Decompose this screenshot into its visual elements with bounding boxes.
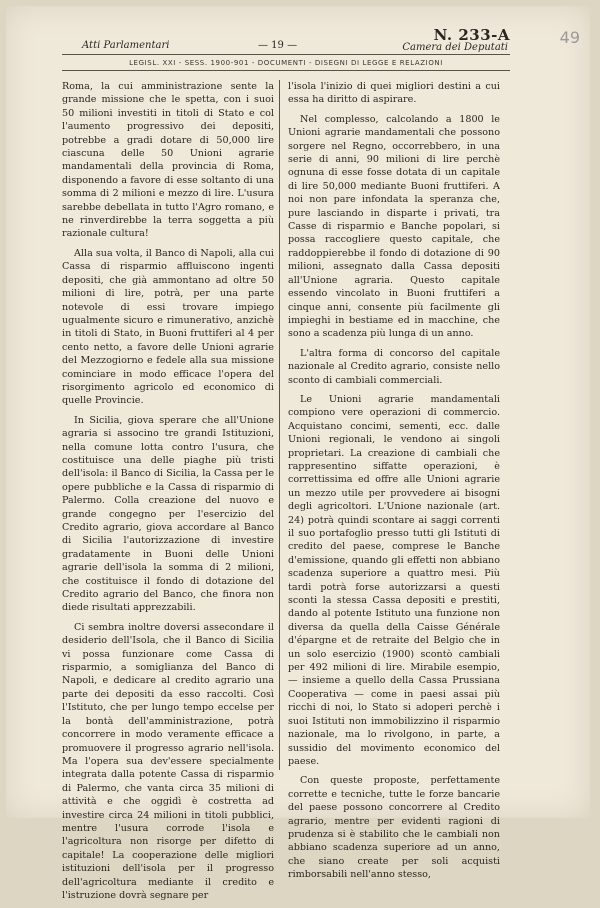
header-document-number: N. 233-A: [433, 26, 510, 44]
right-column: [288, 80, 500, 888]
right-paragraph-2: Nel complesso, calcolando a 1800 le Unioni agrarie mandamentali che possono sorgere nel Regno, occorrebbero, in una serie di anni, 90 milioni di lire perchè ognuna di esse fosse dotata di un capitale di lire 50,000 mediante Buoni fruttiferi. A noi non pare infondata la speranza che, pure lasciando in disparte i privati, tra Casse di risparmio e Banche popolari, si possa raccogliere questo capitale, che raddoppierebbe il fondo di dotazione di 90 milioni, assegnato dalla Cassa depositi all'Unione agraria. Questo capitale essendo vincolato in Buoni fruttiferi a cinque anni, consente più facilmente gli impieghi in bestiame ed in macchine, che sono a scadenza più lunga di un anno.: [288, 113, 500, 340]
header-page-number: — 19 —: [258, 40, 298, 51]
right-paragraph-5: Con queste proposte, perfettamente corrette e tecniche, tutte le forze bancarie del paese possono concorrere al Credito agrario, mentre per evidenti ragioni di prudenza si è stabilito che le cambiali non abbiano scadenza superiore ad un anno, che siano create per soli acquisti rimborsabili nell'anno stesso,: [288, 775, 500, 881]
header-rule-bottom: [62, 70, 510, 71]
right-paragraph-4: Le Unioni agrarie mandamentali compiono vere operazioni di commercio. Acquistano concimi, sementi, ecc. dalle Unioni regionali, le vendono ai singoli proprietari. La creazione di cambiali che rappresentino siffatte operazioni, è correttissima ed offre alle Unioni agrarie un mezzo utile per provvedere ai bisogni degli agricoltori. L'Unione nazionale (art. 24) potrà quindi scontare ai saggi correnti il suo portafoglio presso tutti gli Istituti di credito del paese, comprese le Banche d'emissione, quando gli effetti non abbiano scadenza superiore a quattro mesi. Più tardi potrà forse autorizzarsi a questi sconti la stessa Cassa depositi e prestiti, dando al potente Istituto una funzione non diversa da quella della Caisse Générale d'épargne et de retraite del Belgio che in un solo esercizio (1900) scontò cambiali per 492 milioni di lire. Mirabile esempio, — insieme a quello della Cassa Prussiana Cooperativa — come in paesi assai più ricchi di noi, lo Stato si adoperi perchè i suoi Istituti non immobilizzino il risparmio nazionale, ma lo rivolgono, in parte, a sussidio del movimento economico del paese.: [288, 393, 500, 767]
right-paragraph-1: l'isola l'inizio di quei migliori destini a cui essa ha diritto di aspirare.: [288, 81, 500, 106]
header-left-title: Atti Parlamentari: [82, 40, 170, 51]
column-divider: [279, 80, 280, 770]
left-column: [62, 80, 274, 908]
header-rule-top: [62, 54, 510, 55]
corner-page-number: 49: [559, 28, 580, 47]
right-paragraph-3: L'altra forma di concorso del capitale nazionale al Credito agrario, consiste nello sconto di cambiali commerciali.: [288, 347, 500, 386]
left-paragraph-1: Roma, la cui amministrazione sente la grande missione che le spetta, con i suoi 50 milioni investiti in titoli di Stato e col l'aumento progressivo dei depositi, potrebbe a gradi dotare di 50,000 lire ciascuna delle 50 Unioni agrarie mandamentali della provincia di Roma, disponendo a favore di esse soltanto di una somma di 2 milioni e mezzo di lire. L'usura sarebbe debellata in tutto l'Agro romano, e ne rinverdirebbe la terra soggetta a più razionale cultura!: [62, 81, 274, 240]
left-paragraph-3: In Sicilia, giova sperare che all'Unione agraria si associno tre grandi Istituzioni, nella comune lotta contro l'usura, che costituisce una delle piaghe più tristi dell'isola: il Banco di Sicilia, la Cassa per le opere pubbliche e la Cassa di risparmio di Palermo. Colla creazione del nuovo e grande congegno per l'esercizio del Credito agrario, giova accordare al Banco di Sicilia l'autorizzazione di investire gradatamente in Buoni delle Unioni agrarie dell'isola la somma di 2 milioni, che costituisce il fondo di dotazione del Credito agrario del Banco, che finora non diede risultati apprezzabili.: [62, 414, 274, 614]
legislature-line: LEGISL. XXI - SESS. 1900-901 - DOCUMENTI - DISEGNI DI LEGGE E RELAZIONI: [129, 59, 443, 67]
left-paragraph-4: Ci sembra inoltre doversi assecondare il desiderio dell'Isola, che il Banco di Sicilia vi possa funzionare come Cassa di risparmio, a somiglianza del Banco di Napoli, e dedicare al credito agrario una parte dei depositi da esso raccolti. Così l'Istituto, che per lungo tempo eccelse per la bontà dell'amministrazione, potrà concorrere in modo veramente efficace a promuovere il progresso agrario nell'isola. Ma l'opera sua dev'essere specialmente integrata dalla potente Cassa di risparmio di Palermo, che vanta circa 35 milioni di attività e che oggidì è costretta ad investire circa 24 milioni in titoli pubblici, mentre l'usura corrode l'isola e l'agricoltura non risorge per difetto di capitale! La cooperazione delle migliori istituzioni dell'isola per il progresso dell'agricoltura mediante il credito e l'istruzione dovrà segnare per: [62, 621, 274, 901]
left-paragraph-2: Alla sua volta, il Banco di Napoli, alla cui Cassa di risparmio affluiscono ingenti depositi, che già ammontano ad oltre 50 milioni di lire, potrà, per una parte notevole di essi trovare impiego ugualmente sicuro e rimunerativo, anzichè in titoli di Stato, in Buoni fruttiferi al 4 per cento netto, a favore delle Unioni agrarie del Mezzogiorno e fedele alla sua missione cominciare in modo efficace l'opera del risorgimento agricolo ed economico di quelle Provincie.: [62, 247, 274, 407]
header-right-title: Camera dei Deputati: [402, 42, 508, 53]
